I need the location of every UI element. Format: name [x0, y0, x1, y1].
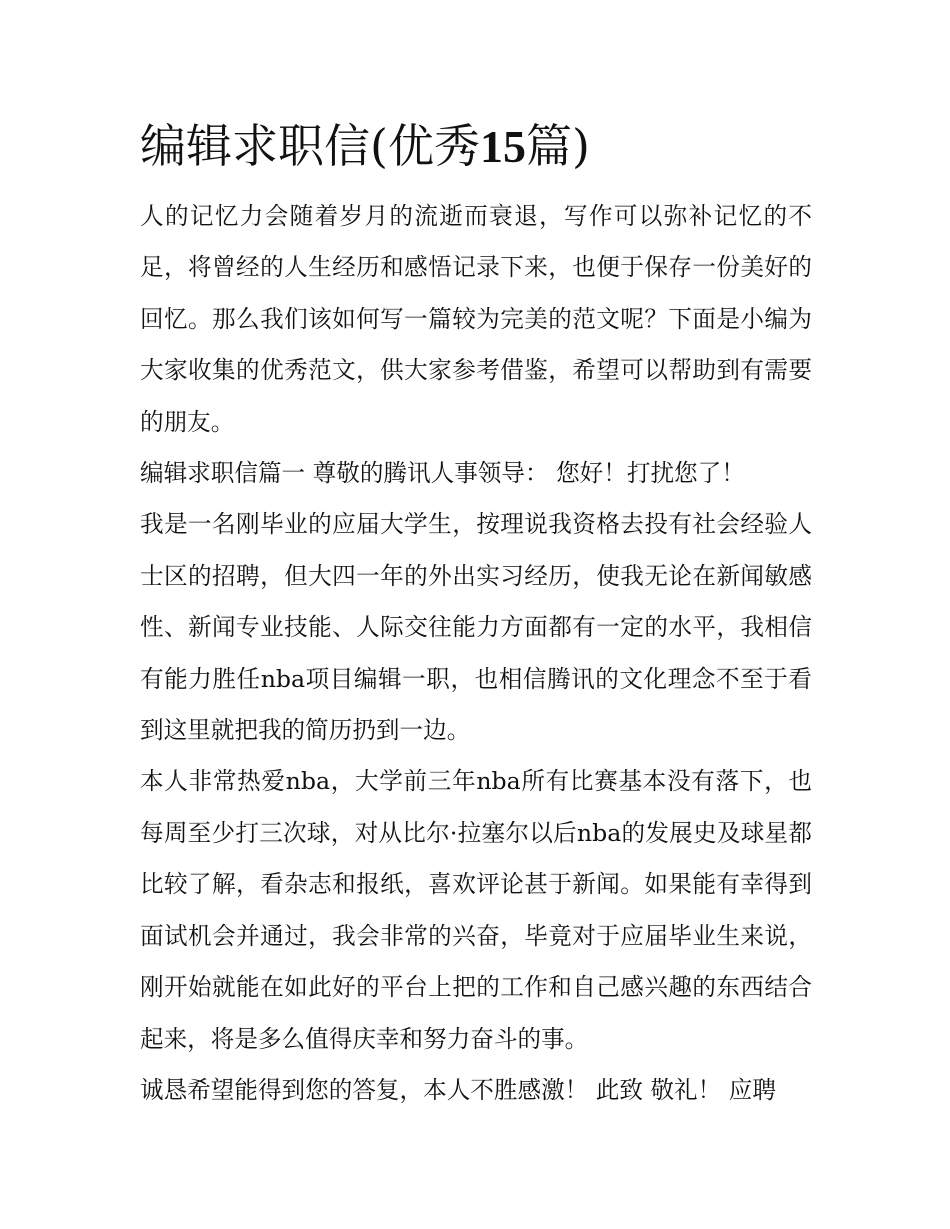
intro-paragraph: 人的记忆力会随着岁月的流逝而衰退，写作可以弥补记忆的不足，将曾经的人生经历和感悟记录下来，也便于保存一份美好的回忆。那么我们该如何写一篇较为完美的范文呢？下面是小编为大家收集的优秀范文，供大家参考借鉴，希望可以帮助到有需要的朋友。: [140, 202, 812, 436]
document-page: [140, 112, 812, 1116]
document-title: [140, 112, 812, 181]
title-number: 15: [479, 121, 526, 172]
title-prefix: 编辑求职信(优秀: [140, 119, 480, 173]
letter-paragraph-2: 本人非常热爱nba，大学前三年nba所有比赛基本没有落下，也每周至少打三次球，对从比尔·拉塞尔以后nba的发展史及球星都比较了解，看杂志和报纸，喜欢评论甚于新闻。如果能有幸得到面试机会并通过，我会非常的兴奋，毕竟对于应届毕业生来说，刚开始就能在如此好的平台上把的工作和自己感兴趣的东西结合起来，将是多么值得庆幸和努力奋斗的事。: [140, 767, 812, 1053]
letter-greeting: 编辑求职信篇一 尊敬的腾讯人事领导： 您好！打扰您了！: [140, 459, 745, 488]
letter-closing: 诚恳希望能得到您的答复，本人不胜感激！ 此致 敬礼！ 应聘: [140, 1075, 776, 1104]
title-suffix: 篇): [525, 119, 590, 173]
letter-paragraph-1: 我是一名刚毕业的应届大学生，按理说我资格去投有社会经验人士区的招聘，但大四一年的外出实习经历，使我无论在新闻敏感性、新闻专业技能、人际交往能力方面都有一定的水平，我相信有能力胜任nba项目编辑一职，也相信腾讯的文化理念不至于看到这里就把我的简历扔到一边。: [140, 510, 812, 745]
